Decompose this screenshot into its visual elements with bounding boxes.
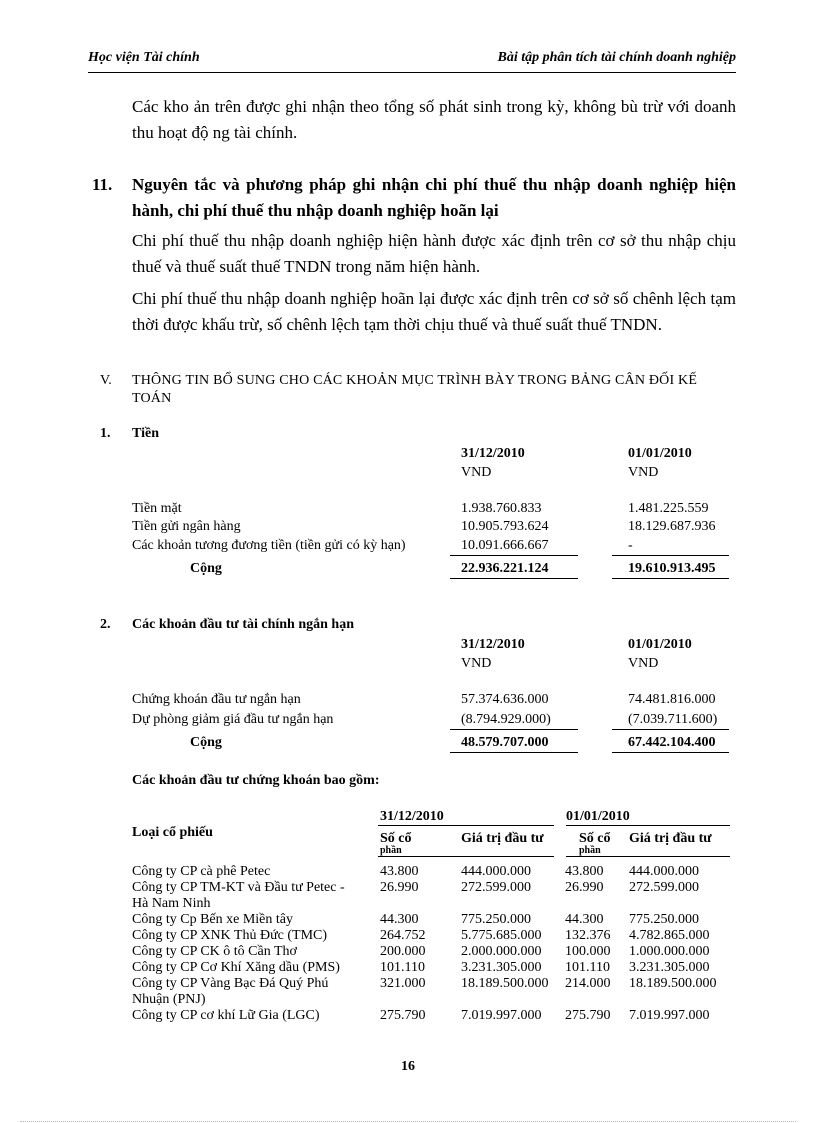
item1-total-v1: 22.936.221.124 (450, 555, 578, 579)
item2-title: Các khoản đầu tư tài chính ngắn hạn (132, 617, 354, 632)
securities-header-rule (378, 856, 554, 857)
header-rule (88, 72, 736, 73)
item1-row-v1: 10.905.793.624 (461, 519, 549, 534)
value-2010-end: 272.599.000 (461, 880, 531, 895)
company-name: Công ty CP cơ khí Lữ Gia (LGC) (132, 1008, 320, 1023)
shares-2010-end: 26.990 (380, 880, 419, 895)
item1-row-v1: 10.091.666.667 (461, 538, 549, 553)
shares-2010-start: 275.790 (565, 1008, 611, 1023)
item1-row-v2: - (628, 538, 633, 553)
section11-para1: Chi phí thuế thu nhập doanh nghiệp hiện hành được xác định trên cơ sở thu nhập chịu thuế và thuế suất thuế TNDN trong năm hiện hành. (132, 231, 736, 276)
item1-row-v2: 1.481.225.559 (628, 501, 709, 516)
securities-shares-header-2: phần (380, 845, 402, 856)
value-2010-end: 5.775.685.000 (461, 928, 542, 943)
item1-col1-unit: VND (461, 465, 492, 480)
securities-shares-header-2: phần (579, 845, 601, 856)
sectionV-number: V. (100, 373, 112, 388)
sectionV-title: THÔNG TIN BỔ SUNG CHO CÁC KHOẢN MỤC TRÌNH BÀY TRONG BẢNG CÂN ĐỐI KẾ TOÁN (132, 373, 698, 406)
item2-row-v1: 57.374.636.000 (461, 692, 549, 707)
securities-value-header: Giá trị đầu tư (461, 831, 544, 846)
value-2010-start: 7.019.997.000 (629, 1008, 710, 1023)
shares-2010-end: 101.110 (380, 960, 425, 975)
securities-date1-rule (378, 825, 554, 826)
item1-total-v2: 19.610.913.495 (612, 555, 729, 579)
header-right: Bài tập phân tích tài chính doanh nghiệp (497, 50, 736, 65)
table-row (132, 864, 739, 880)
item2-row-v2: 74.481.816.000 (628, 692, 716, 707)
item1-col2-date: 01/01/2010 (628, 446, 692, 461)
value-2010-end: 444.000.000 (461, 864, 531, 879)
table-row (132, 912, 739, 928)
header-left: Học viện Tài chính (88, 50, 200, 65)
item1-total-label: Cộng (190, 561, 222, 576)
item2-row-label: Dự phòng giảm giá đầu tư ngắn hạn (132, 712, 334, 727)
value-2010-start: 775.250.000 (629, 912, 699, 927)
item2-row-label: Chứng khoán đầu tư ngắn hạn (132, 692, 301, 707)
shares-2010-start: 214.000 (565, 976, 611, 991)
table-row (132, 928, 739, 944)
item2-total-v2: 67.442.104.400 (612, 729, 729, 753)
company-name: Công ty CP Cơ Khí Xăng dầu (PMS) (132, 960, 340, 975)
company-name: Công ty CP TM-KT và Đầu tư Petec - Hà Nam Ninh (132, 880, 345, 911)
item2-col1-date: 31/12/2010 (461, 637, 525, 652)
item1-col1-date: 31/12/2010 (461, 446, 525, 461)
table-row (132, 944, 739, 960)
securities-table (132, 864, 739, 1024)
shares-2010-start: 100.000 (565, 944, 611, 959)
securities-date2-rule (566, 825, 730, 826)
shares-2010-start: 26.990 (565, 880, 604, 895)
value-2010-end: 3.231.305.000 (461, 960, 542, 975)
item2-row-v1: (8.794.929.000) (461, 712, 551, 727)
shares-2010-end: 43.800 (380, 864, 419, 879)
table-row (132, 880, 739, 912)
value-2010-end: 7.019.997.000 (461, 1008, 542, 1023)
page-number: 16 (401, 1059, 415, 1074)
value-2010-end: 18.189.500.000 (461, 976, 549, 991)
shares-2010-end: 275.790 (380, 1008, 426, 1023)
shares-2010-end: 264.752 (380, 928, 426, 943)
company-name: Công ty CP cà phê Petec (132, 864, 271, 879)
item1-number: 1. (100, 426, 111, 441)
item1-row-label: Các khoản tương đương tiền (tiền gửi có kỳ hạn) (132, 538, 406, 553)
item1-row-v2: 18.129.687.936 (628, 519, 716, 534)
item2-col1-unit: VND (461, 656, 492, 671)
item2-number: 2. (100, 617, 111, 632)
table-row (132, 960, 739, 976)
table-row (132, 1008, 739, 1024)
value-2010-start: 444.000.000 (629, 864, 699, 879)
securities-date2: 01/01/2010 (566, 809, 630, 824)
securities-shares-header: Số cổ (380, 831, 412, 846)
securities-title: Các khoản đầu tư chứng khoán bao gồm: (132, 773, 380, 788)
section11-para2: Chi phí thuế thu nhập doanh nghiệp hoãn lại được xác định trên cơ sở số chênh lệch tạm thời được khấu trừ, số chênh lệch tạm thời chịu thuế và thuế suất thuế TNDN. (132, 289, 736, 334)
page-bottom-rule (20, 1121, 796, 1122)
item1-row-label: Tiền mặt (132, 501, 182, 516)
item2-row-v2: (7.039.711.600) (628, 712, 718, 727)
company-name: Công ty Cp Bến xe Miền tây (132, 912, 293, 927)
item1-col2-unit: VND (628, 465, 659, 480)
item1-row-v1: 1.938.760.833 (461, 501, 542, 516)
table-row (132, 976, 739, 1008)
securities-col-type: Loại cổ phiếu (132, 825, 213, 840)
value-2010-start: 3.231.305.000 (629, 960, 710, 975)
company-name: Công ty CP XNK Thủ Đức (TMC) (132, 928, 328, 943)
item1-title: Tiền (132, 426, 159, 441)
item2-col2-date: 01/01/2010 (628, 637, 692, 652)
shares-2010-start: 132.376 (565, 928, 611, 943)
shares-2010-start: 44.300 (565, 912, 604, 927)
value-2010-start: 4.782.865.000 (629, 928, 710, 943)
section11-title: Nguyên tắc và phương pháp ghi nhận chi phí thuế thu nhập doanh nghiệp hiện hành, chi phí thuế thu nhập doanh nghiệp hoãn lại (132, 175, 736, 220)
shares-2010-start: 43.800 (565, 864, 604, 879)
securities-shares-header: Số cổ (579, 831, 611, 846)
company-name: Công ty CP Vàng Bạc Đá Quý Phú Nhuận (PNJ) (132, 976, 329, 1007)
securities-value-header: Giá trị đầu tư (629, 831, 712, 846)
company-name: Công ty CP CK ô tô Cần Thơ (132, 944, 297, 959)
item2-total-label: Cộng (190, 735, 222, 750)
shares-2010-end: 44.300 (380, 912, 419, 927)
securities-date1: 31/12/2010 (380, 809, 444, 824)
value-2010-start: 272.599.000 (629, 880, 699, 895)
value-2010-end: 775.250.000 (461, 912, 531, 927)
item2-col2-unit: VND (628, 656, 659, 671)
shares-2010-end: 321.000 (380, 976, 426, 991)
value-2010-end: 2.000.000.000 (461, 944, 542, 959)
item1-row-label: Tiền gửi ngân hàng (132, 519, 241, 534)
securities-header-rule (566, 856, 730, 857)
shares-2010-end: 200.000 (380, 944, 426, 959)
section11-number: 11. (92, 175, 113, 194)
item2-total-v1: 48.579.707.000 (450, 729, 578, 753)
value-2010-start: 18.189.500.000 (629, 976, 717, 991)
shares-2010-start: 101.110 (565, 960, 610, 975)
intro-paragraph: Các kho ản trên được ghi nhận theo tổng số phát sinh trong kỳ, không bù trừ với doanh thu hoạt độ ng tài chính. (132, 97, 736, 142)
value-2010-start: 1.000.000.000 (629, 944, 710, 959)
